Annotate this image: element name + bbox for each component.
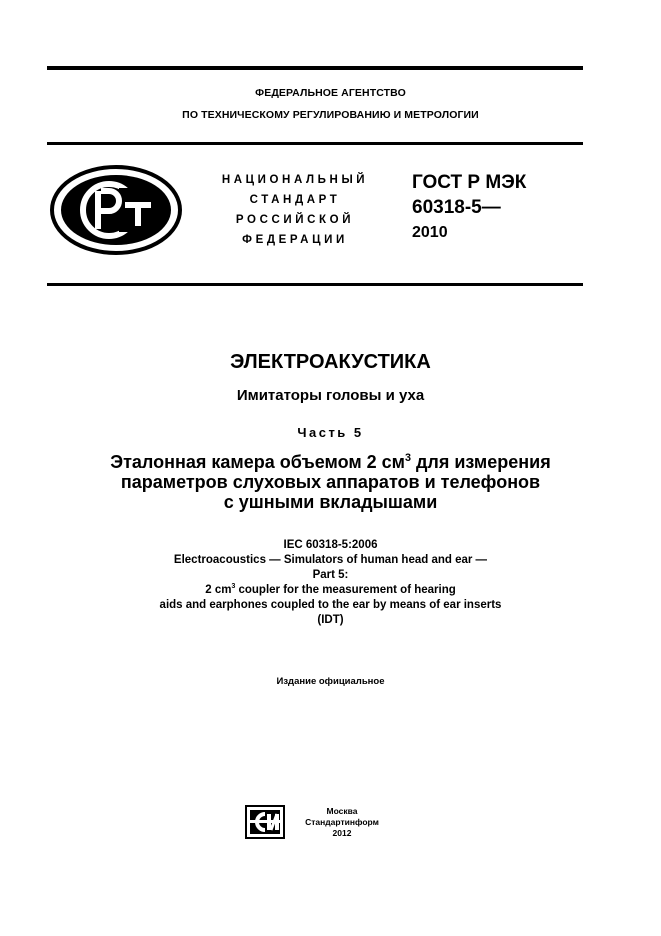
iec-code: IEC 60318-5:2006 [283,539,378,551]
iec-title-line-2: Part 5: [312,569,349,581]
part-title-line-1: Эталонная камера объемом 2 $см^3$ для измерения [110,452,551,472]
publisher-info [292,806,392,839]
edition-label: Издание официальное [276,676,385,687]
designation-year: 2010 [412,224,448,241]
top-rule [47,66,583,70]
part-title-line-2: параметров слуховых аппаратов и телефонов [120,472,541,492]
publisher-name: Стандартинформ [305,817,379,827]
iec-title-line-1: Electroacoustics — Simulators of human head and ear — [173,554,488,566]
header-rule [47,142,583,145]
national-standard-line-4: ФЕДЕРАЦИИ [242,234,348,246]
national-standard-line-1: НАЦИОНАЛЬНЫЙ [221,174,369,186]
publisher-city: Москва [326,806,358,816]
standartinform-logo-icon [245,805,285,839]
part-title [0,452,661,512]
international-equivalent [0,538,661,628]
national-standard-line-3: РОССИЙСКОЙ [235,214,355,226]
part-label: Часть 5 [297,425,364,440]
document-title: ЭЛЕКТРОАКУСТИКА [230,351,431,373]
designation-line-1: ГОСТ Р МЭК [412,172,527,193]
national-standard-label [200,170,390,250]
designation-line-2: 60318-5— [412,197,501,218]
agency-line-1: ФЕДЕРАЛЬНОЕ АГЕНТСТВО [255,87,406,99]
iec-title-line-4: aids and earphones coupled to the ear by means of ear inserts [159,599,502,611]
rst-gost-logo-icon [49,164,183,256]
document-subtitle: Имитаторы головы и уха [236,387,425,404]
iec-title-line-3: 2 $cm^3$ coupler for the measurement of hearing [205,583,456,596]
standard-designation [412,170,582,245]
divider-rule [47,283,583,286]
agency-line-2: ПО ТЕХНИЧЕСКОМУ РЕГУЛИРОВАНИЮ И МЕТРОЛОГИИ [182,109,479,121]
publisher-year: 2012 [332,828,352,838]
national-standard-line-2: СТАНДАРТ [249,194,341,206]
part-title-line-3: с ушными вкладышами [223,492,438,512]
iec-identity: (IDT) [317,614,344,626]
